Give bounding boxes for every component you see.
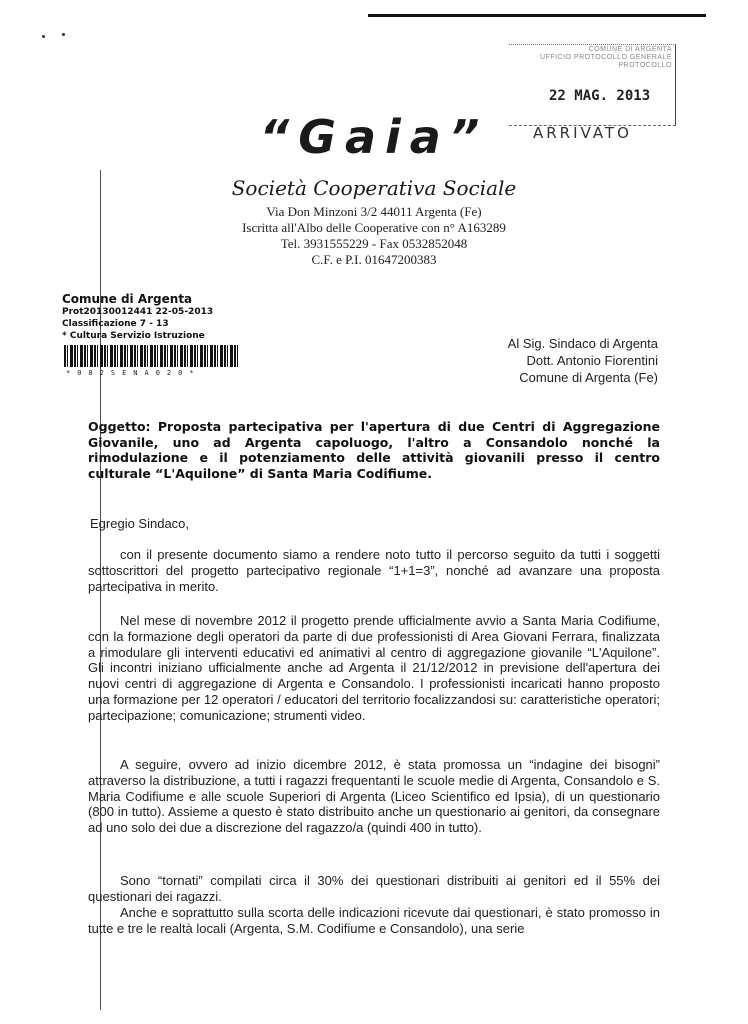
protocol-office: Comune di Argenta <box>62 292 193 306</box>
body-paragraph: con il presente documento siamo a rendere noto tutto il percorso seguito da tutti i soggetti sottoscrittori del progetto partecipativo regionale “1+1=3”, nonché ad avanzare una proposta partecipativa in merito. <box>88 547 660 594</box>
recipient-block <box>508 335 658 386</box>
protocol-department: * Cultura Servizio Istruzione <box>62 331 205 341</box>
phone-fax-line: Tel. 3931555229 - Fax 0532852048 <box>280 236 468 251</box>
body-paragraph: Sono “tornati” compilati circa il 30% dei questionari distribuiti ai genitori ed il 55% dei questionari dei ragazzi. <box>88 873 660 904</box>
recipient-line: Comune di Argenta (Fe) <box>519 370 658 385</box>
recipient-line: Al Sig. Sindaco di Argenta <box>507 336 658 351</box>
barcode-number: *082SENA020* <box>66 369 201 377</box>
stamp-date: 22 MAG. 2013 <box>549 88 651 104</box>
barcode <box>64 345 240 367</box>
body-paragraph: Anche e soprattutto sulla scorta delle indicazioni ricevute dai questionari, è stato promosso in tutte e tre le realtà locali (Argenta, S.M. Codifiume e Consandolo), una serie <box>88 905 660 936</box>
salutation: Egregio Sindaco, <box>90 516 190 531</box>
top-rule <box>368 14 706 17</box>
recipient-line: Dott. Antonio Fiorentini <box>526 353 658 368</box>
stamp-header: COMUNE DI ARGENTA UFFICIO PROTOCOLLO GENERALE PROTOCOLLO <box>539 46 672 69</box>
scan-speck <box>42 35 45 38</box>
logo: “Gaia” <box>259 110 489 164</box>
tax-code-line: C.F. e P.I. 01647200383 <box>311 252 437 267</box>
subject: Oggetto: Proposta partecipativa per l'apertura di due Centri di Aggregazione Giovanile, uno ad Argenta capoluogo, l'altro a Consandolo nonché la rimodulazione e il potenziamento delle attività giovanili presso il centro culturale “L'Aquilone” di Santa Maria Codifiume. <box>88 419 660 481</box>
protocol-number: Prot20130012441 22-05-2013 <box>62 307 214 317</box>
protocol-label <box>62 292 213 342</box>
protocol-classification: Classificazione 7 - 13 <box>62 319 169 329</box>
body-paragraph: Nel mese di novembre 2012 il progetto prende ufficialmente avvio a Santa Maria Codifiume, con la formazione degli operatori da parte di due professionisti di Area Giovani Ferrara, finalizzata a rimodulare gli interventi educativi ed animativi al centro di aggregazione giovanile “L'Aquilone”. Gli incontri iniziano ufficialmente anche ad Argenta il 21/12/2012 in previsione dell'apertura dei nuovi centri di aggregazione di Argenta e Consandolo. I professionisti incaricati hanno proposto una formazione per 12 operatori / educatori del territorio focalizzandosi su: caratteristiche operatori; partecipazione; comunicazione; strumenti video. <box>88 613 660 723</box>
stamp-label: ARRIVATO <box>533 124 632 142</box>
registry-line: Iscritta all'Albo delle Cooperative con n° A163289 <box>242 220 506 235</box>
scan-speck <box>62 33 65 36</box>
organization-type: Società Cooperativa Sociale <box>231 176 517 200</box>
body-paragraph: A seguire, ovvero ad inizio dicembre 2012, è stata promossa un “indagine dei bisogni” attraverso la distribuzione, a tutti i ragazzi frequentanti le scuole medie di Argenta, Consandolo e S. Maria Codifiume e alle scuole Superiori di Argenta (Liceo Scientifico ed Ipsia), di un questionario (800 in tutto). Assieme a questo è stato distribuito anche un questionario ai genitori, da consegnare ad uno solo dei due a discrezione del ragazzo/a (quindi 400 in tutto). <box>88 757 660 836</box>
address-block <box>0 204 748 268</box>
address-line: Via Don Minzoni 3/2 44011 Argenta (Fe) <box>266 204 482 219</box>
